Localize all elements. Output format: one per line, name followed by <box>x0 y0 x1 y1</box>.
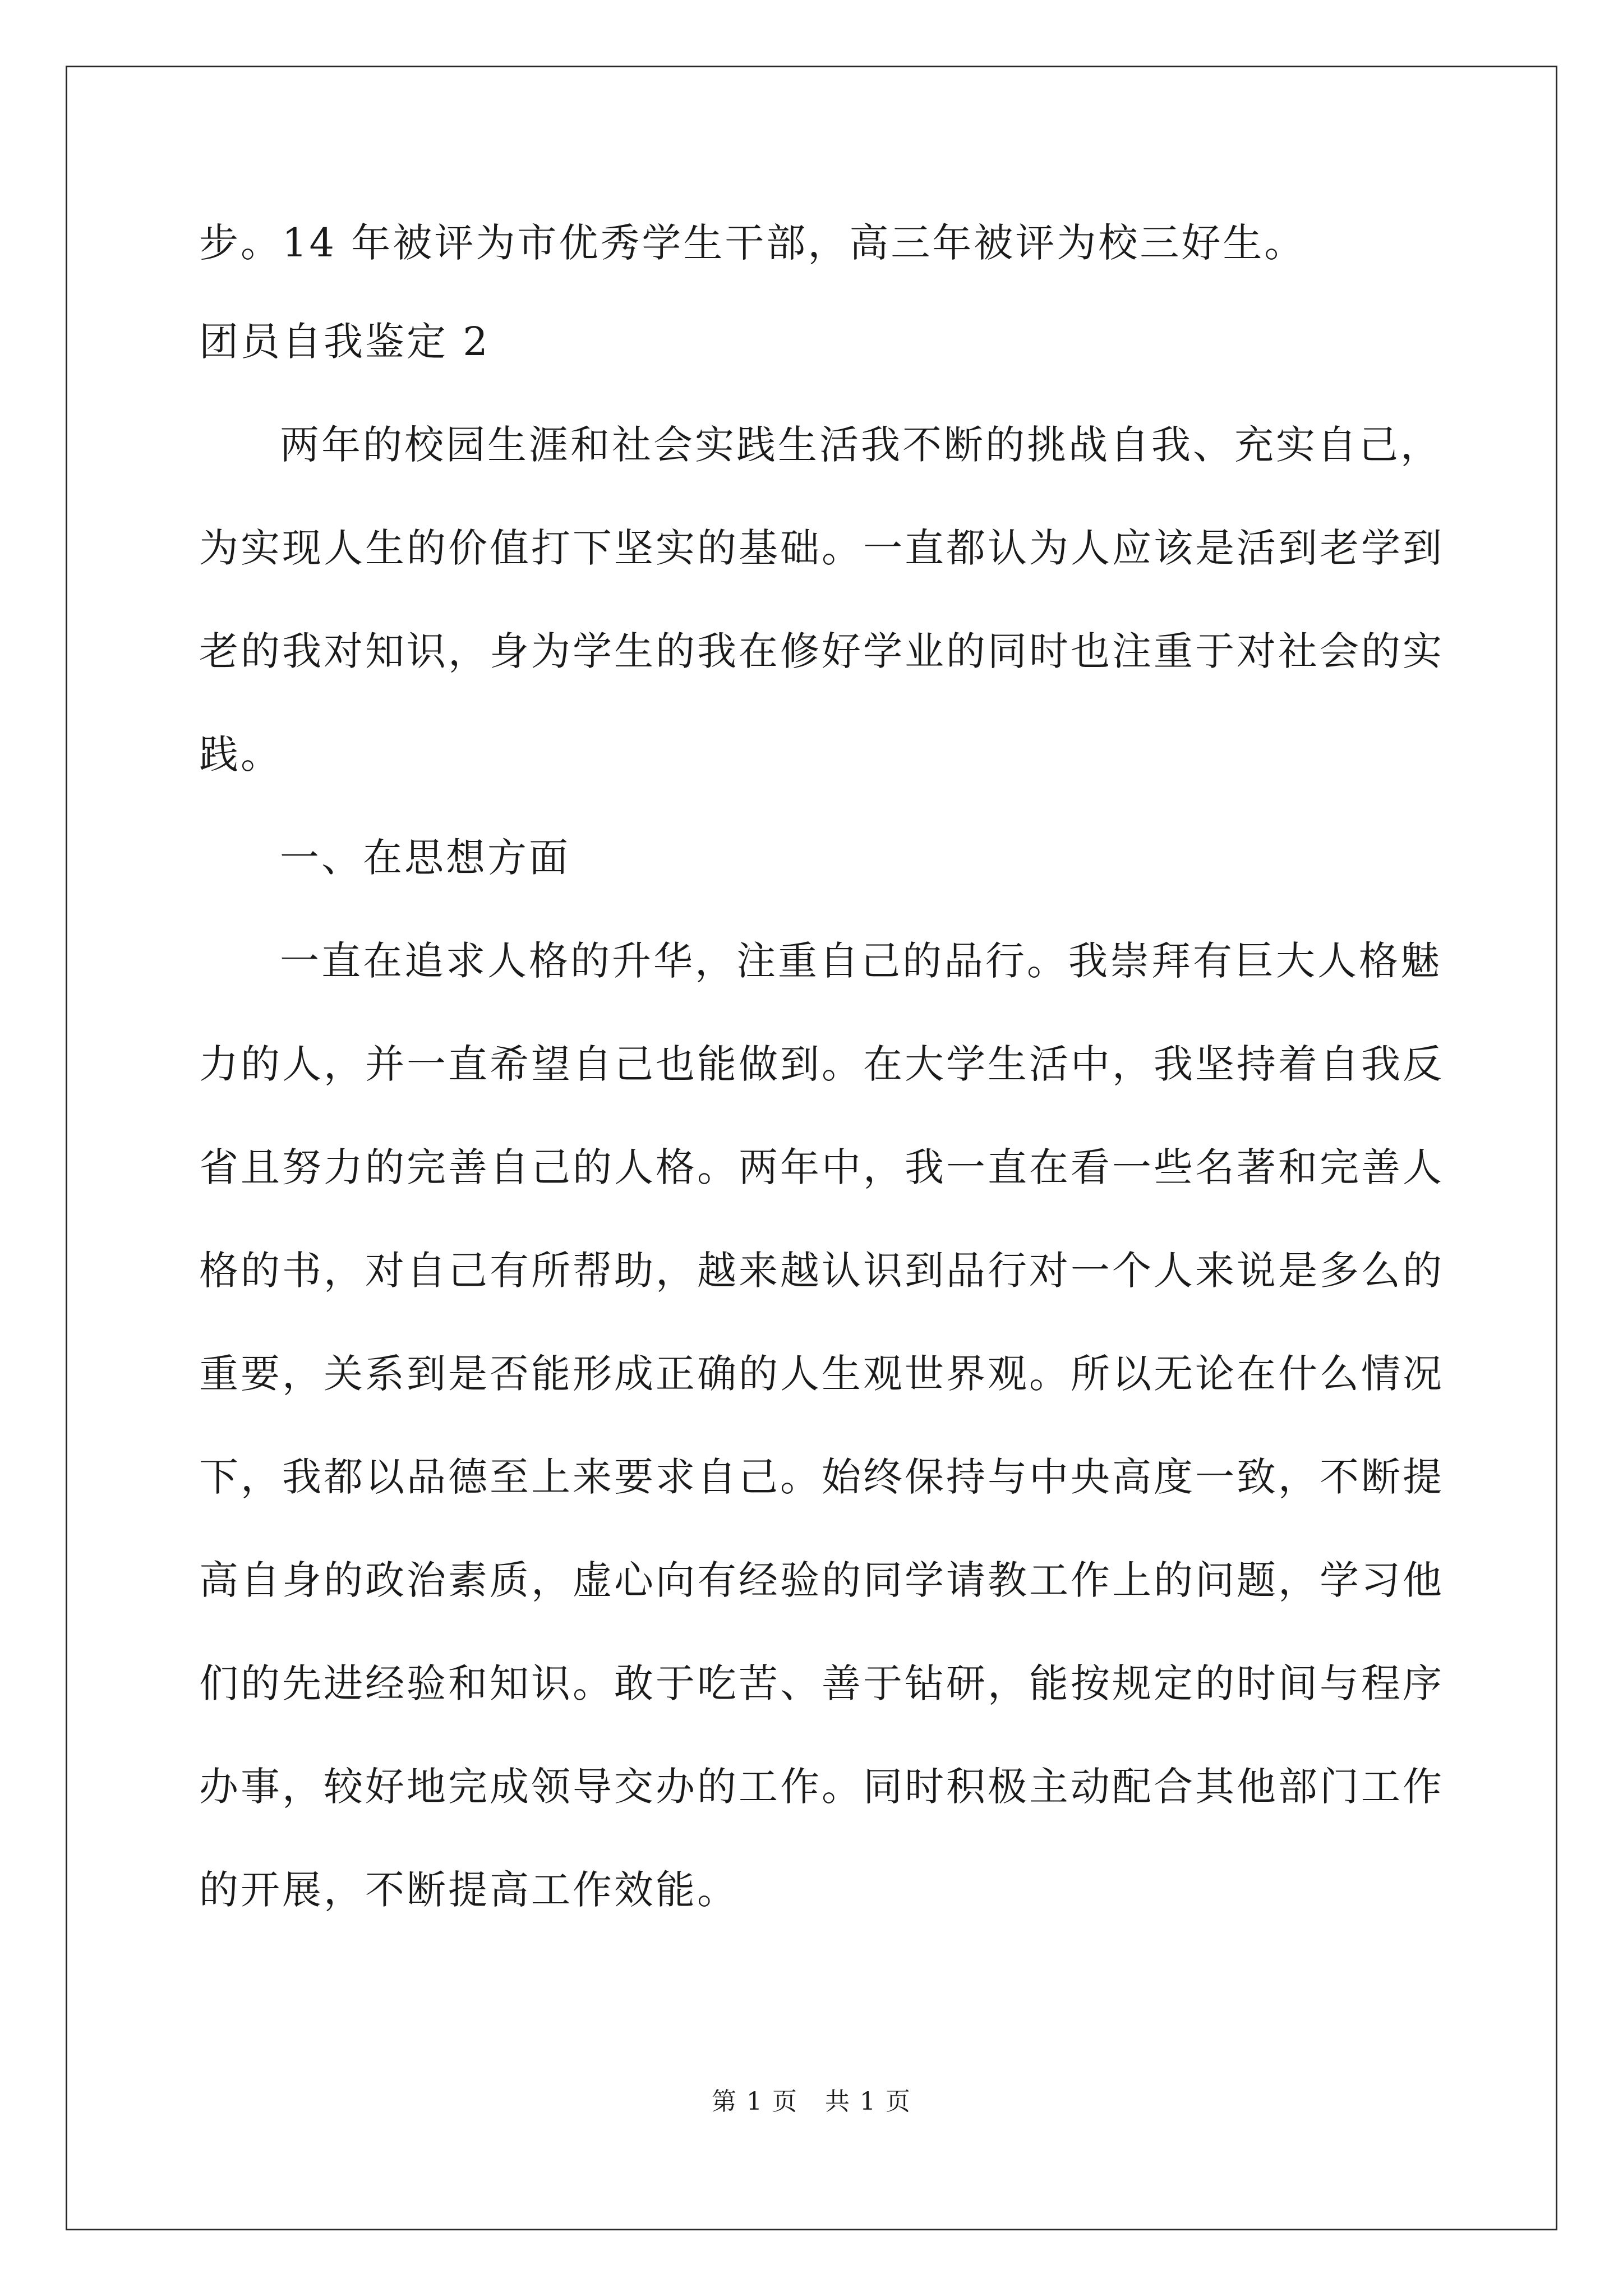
paragraph-line: 格的书，对自己有所帮助，越来越认识到品行对一个人来说是多么的 <box>199 1248 1444 1294</box>
paragraph-line: 践。 <box>199 731 282 777</box>
paragraph-line: 力的人，并一直希望自己也能做到。在大学生活中，我坚持着自我反 <box>199 1041 1444 1087</box>
paragraph-line: 办事，较好地完成领导交办的工作。同时积极主动配合其他部门工作 <box>199 1764 1444 1810</box>
paragraph-line: 老的我对知识，身为学生的我在修好学业的同时也注重于对社会的实 <box>199 628 1444 674</box>
paragraph-line: 两年的校园生涯和社会实践生活我不断的挑战自我、充实自己， <box>280 422 1442 468</box>
document-body <box>199 216 1444 1917</box>
paragraph-line: 们的先进经验和知识。敢于吃苦、善于钻研，能按规定的时间与程序 <box>199 1660 1444 1706</box>
subsection-heading: 一、在思想方面 <box>280 835 570 881</box>
section-heading: 团员自我鉴定 2 <box>199 319 490 365</box>
paragraph-line: 为实现人生的价值打下坚实的基础。一直都认为人应该是活到老学到 <box>199 525 1444 571</box>
paragraph-line: 下，我都以品德至上来要求自己。始终保持与中央高度一致，不断提 <box>199 1454 1444 1500</box>
paragraph-line: 高自身的政治素质，虚心向有经验的同学请教工作上的问题，学习他 <box>199 1557 1444 1603</box>
page-number-footer: 第 1 页 共 1 页 <box>712 2087 911 2116</box>
text-line: 步。14 年被评为市优秀学生干部，高三年被评为校三好生。 <box>199 220 1306 266</box>
paragraph-line: 的开展，不断提高工作效能。 <box>199 1867 739 1913</box>
paragraph-line: 一直在追求人格的升华，注重自己的品行。我崇拜有巨大人格魅 <box>280 938 1442 984</box>
paragraph-line: 省且努力的完善自己的人格。两年中，我一直在看一些名著和完善人 <box>199 1144 1444 1190</box>
paragraph-line: 重要，关系到是否能形成正确的人生观世界观。所以无论在什么情况 <box>199 1351 1444 1397</box>
